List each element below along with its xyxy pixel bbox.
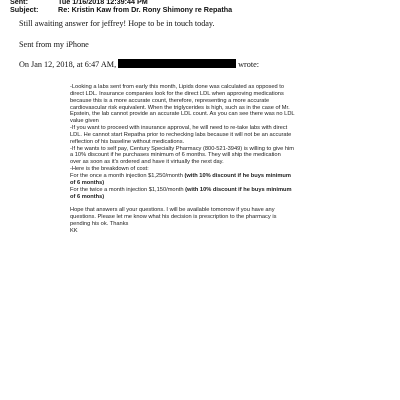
quoted-line: -Here is the breakdown of cost: [70,166,149,173]
quoted-line: reflection of his baseline without medications. [70,138,185,145]
quoted-line: -If you want to proceed with insurance approval, he will need to re-take labs with direct [70,125,288,132]
quoted-line: value given [70,118,99,125]
quoted-line: LDL. He cannot start Repatha prior to rechecking labs because it will not be an accurate [70,131,292,138]
subject-row [10,6,232,14]
redaction-bar [118,59,236,68]
quoted-line: -Looking a labs sent from early this month, Lipids done was calculated as opposed to [70,84,285,90]
quoted-line: cardiovascular risk equivalent. When the triglycerides is high, such as in the case of Mr. [70,104,290,111]
attribution-date: On Jan 12, 2018, at 6:47 AM, [19,60,117,69]
sent-value: Tue 1/16/2018 12:39:44 PM [58,0,148,6]
quoted-line: -If he wants to self pay, Century Specialty Pharmacy (800-521-3949) is willing to give him [70,145,295,152]
sent-label: Sent: [10,0,28,6]
paragraph-gap [70,200,382,207]
attribution-wrote: wrote: [238,60,260,69]
cost-twice-text: For the twice a month injection $1,150/month [70,186,186,193]
quoted-line: over as soon as it's ordered and have it virtually the next day. [70,159,224,166]
signature-initials: KK [70,227,78,234]
subject-label: Subject: [10,5,39,14]
closing-line: pending his ok. Thanks [70,220,129,227]
quoted-line: a 10% discount if he purchases minimum of 6 months. They will ship the medication [70,152,281,159]
cost-once-text: For the once a month injection $1,250/month [70,172,185,179]
cost-twice-discount: (with 10% discount if he buys minimum [185,186,292,193]
cost-once-discount: (with 10% discount if he buys minimum [184,172,291,179]
closing-line: Hope that answers all your questions. I will be available tomorrow if you have any [70,207,275,214]
reply-attribution [19,59,259,70]
cost-once-discount-cont: of 6 months) [70,179,105,186]
quoted-message [70,84,382,235]
cost-twice-line [70,187,382,194]
closing-line: questions. Please let me know what his decision is prescription to the pharmacy is [70,214,277,221]
cost-twice-discount-cont: of 6 months) [70,193,105,200]
cost-once-line [70,173,382,180]
subject-value: Re: Kristin Kaw from Dr. Rony Shimony re Repatha [58,5,233,14]
quoted-line: because this is a more accurate count, therefore, representing a more accurate [70,97,270,104]
quoted-line: direct LDL. Insurance companies look for the direct LDL when approving medications [70,90,284,97]
reply-sent-from: Sent from my iPhone [19,40,89,49]
reply-line-1: Still awaiting answer for jeffrey! Hope to be in touch today. [19,19,215,28]
quoted-line: Epstein, the lab cannot provide an accurate LDL count. As you can see there was no LDL [70,111,295,118]
